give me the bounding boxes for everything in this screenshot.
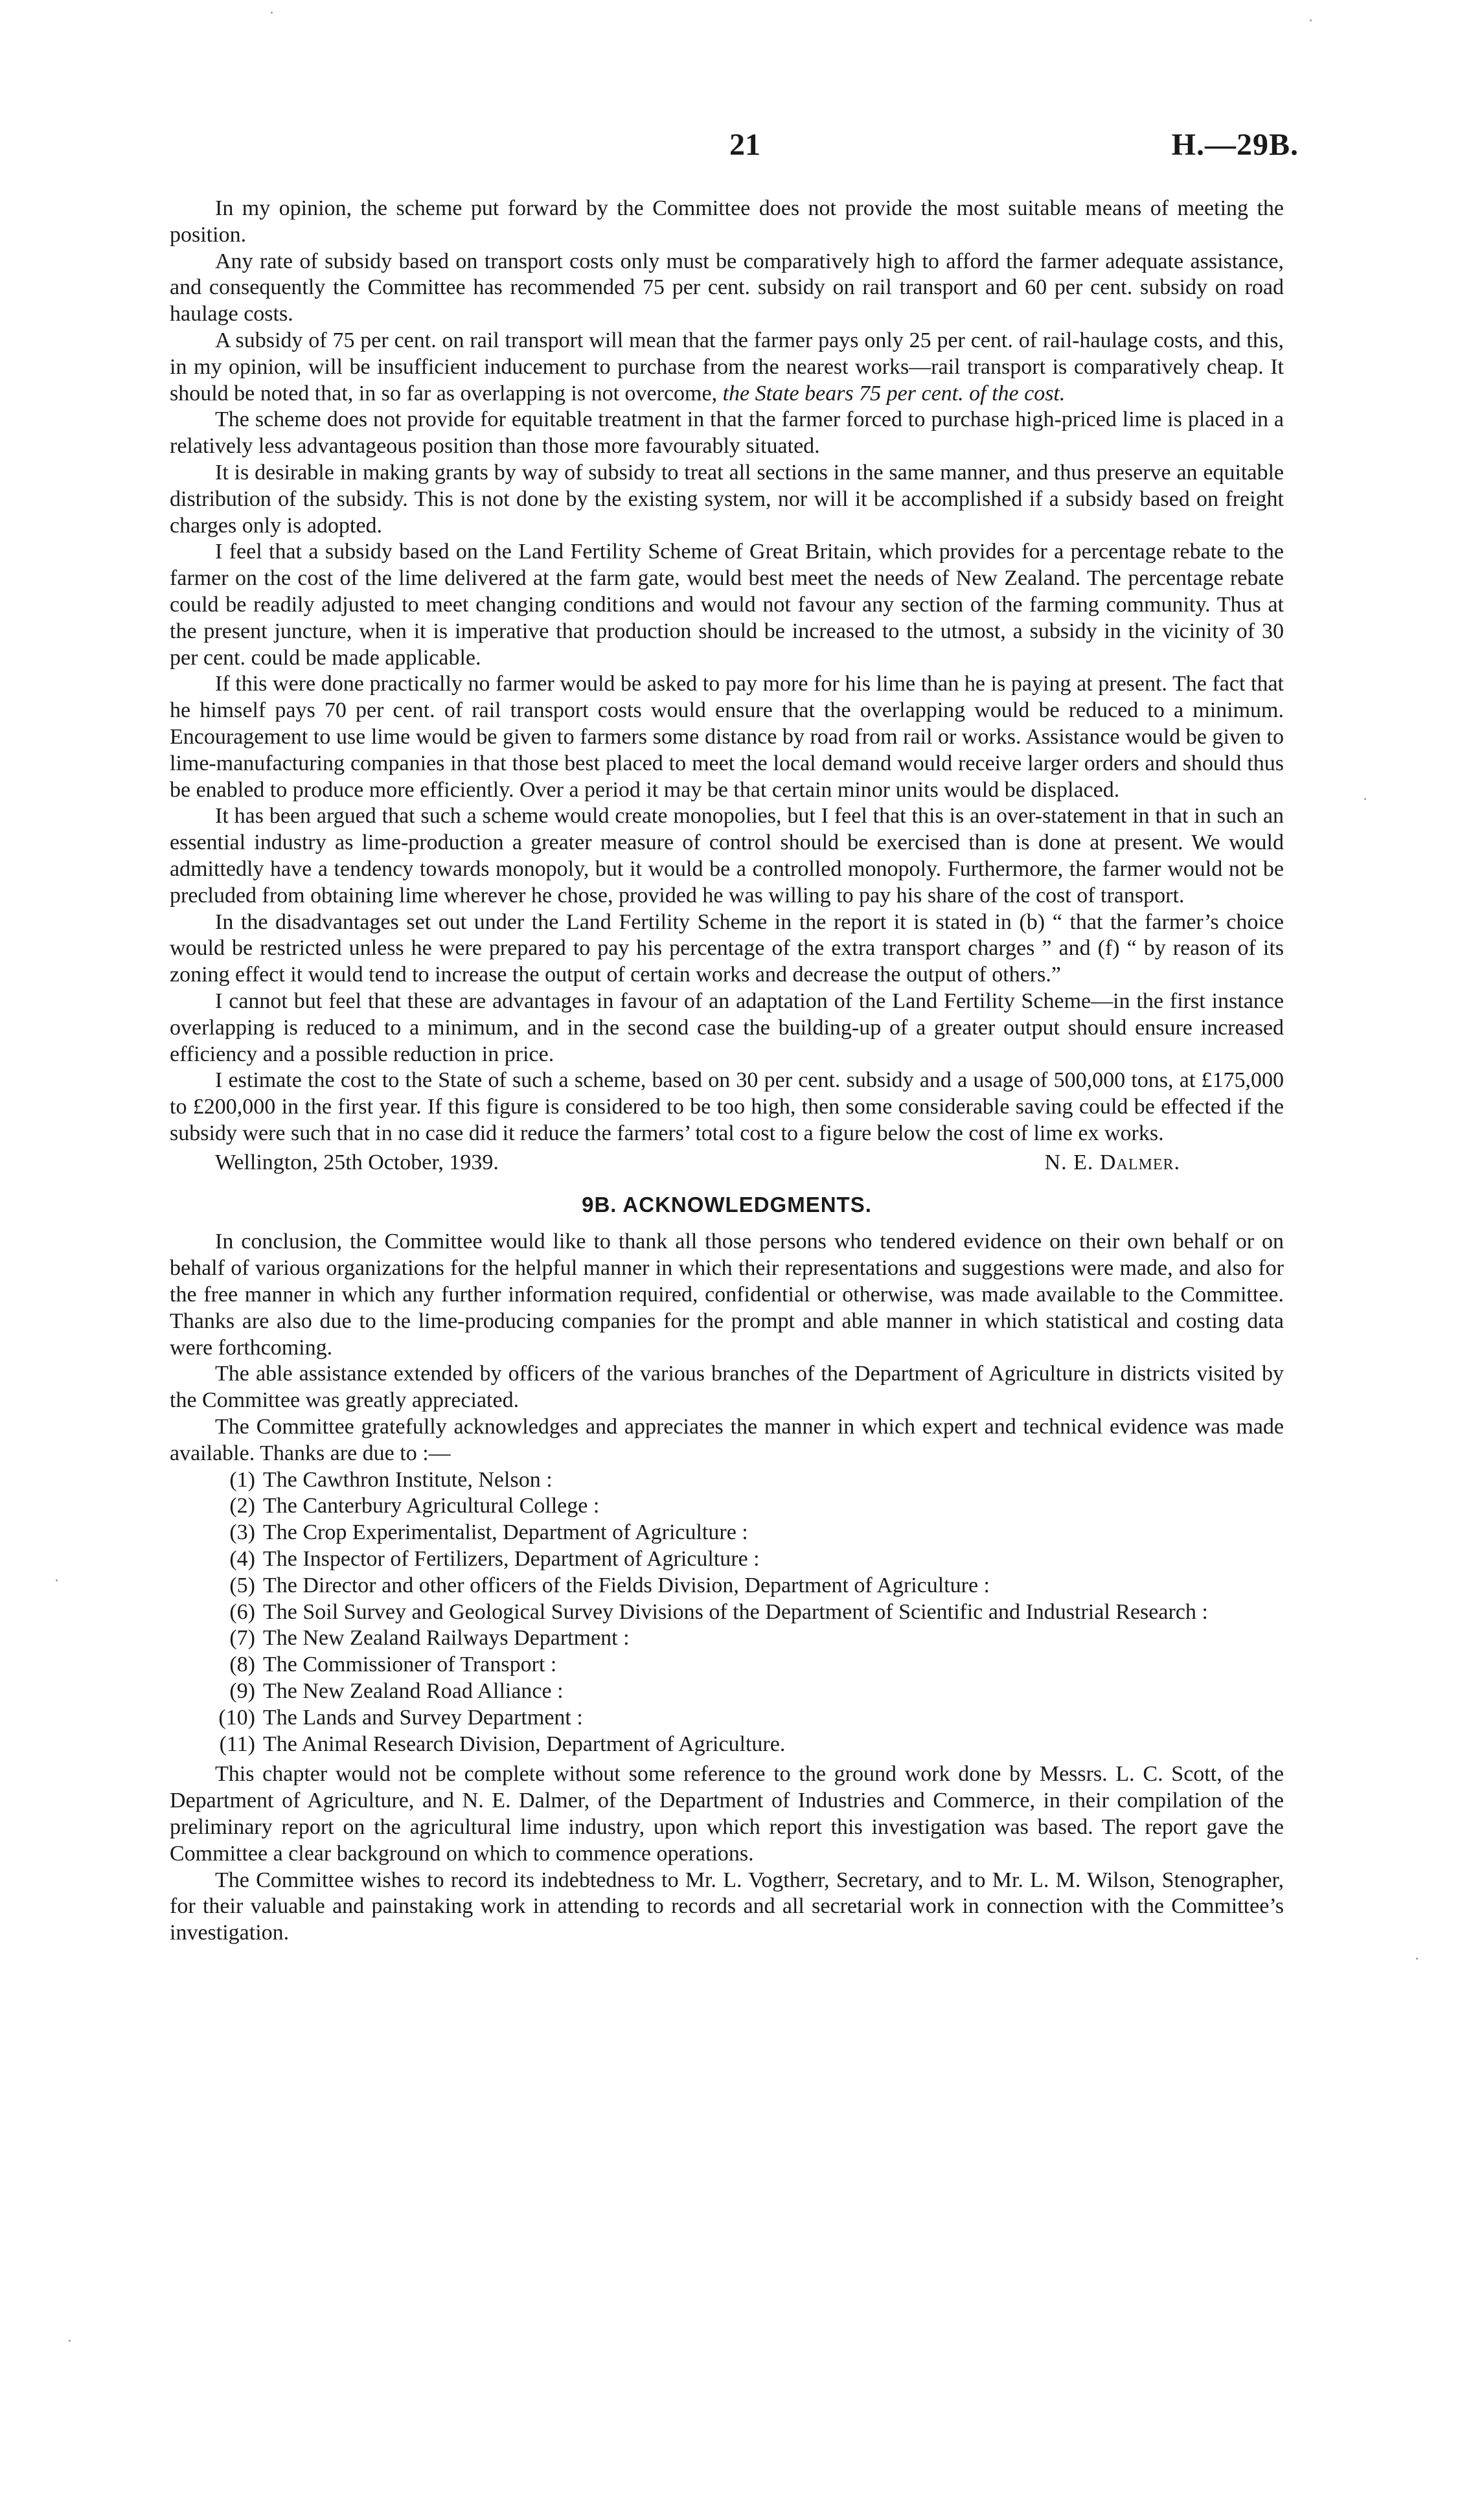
- italic-clause: the State bears 75 per cent. of the cost.: [722, 381, 1066, 406]
- list-item-text: The Lands and Survey Department :: [263, 1705, 583, 1730]
- document-code: H.—29B.: [1171, 128, 1299, 162]
- paragraph: In the disadvantages set out under the Land Fertility Scheme in the report it is stated in (b) “ that the farmer’s choice would be restricted unless he were prepared to pay his percentage of the extra transport charges ” and (f) “ by reason of its zoning effect it would tend to increase the output of certain works and decrease the output of others.”: [170, 910, 1284, 987]
- paragraph: In conclusion, the Committee would like to thank all those persons who tendered evidence on their own behalf or on behalf of various organizations for the helpful manner in which their representations and suggestions were made, and also for the free manner in which any further information required, confidential or otherwise, was made available to the Committee. Thanks are also due to the lime-producing companies for the prompt and able manner in which statistical and costing data were forthcoming.: [170, 1230, 1284, 1360]
- paragraph: In my opinion, the scheme put forward by the Committee does not provide the most suitable means of meeting the position.: [170, 196, 1284, 247]
- signature-place-date: Wellington, 25th October, 1939.: [215, 1150, 499, 1174]
- signature-name: N. E. Dalmer.: [1044, 1150, 1180, 1174]
- list-item-text: The Soil Survey and Geological Survey Divisions of the Department of Scientific and Industrial Research :: [263, 1599, 1208, 1624]
- list-item-text: The Cawthron Institute, Nelson :: [263, 1467, 553, 1492]
- scan-speck: [1416, 1958, 1418, 1960]
- list-item: [170, 1520, 1284, 1546]
- paragraph: I feel that a subsidy based on the Land Fertility Scheme of Great Britain, which provides for a percentage rebate to the farmer on the cost of the lime delivered at the farm gate, would best meet the needs of New Zealand. The percentage rebate could be readily adjusted to meet changing conditions and would not favour any section of the farming community. Thus at the present juncture, when it is imperative that production should be increased to the utmost, a subsidy in the vicinity of 30 per cent. could be made applicable.: [170, 540, 1284, 670]
- list-item: [170, 1546, 1284, 1573]
- list-item-number: (8): [229, 1653, 255, 1677]
- scan-speck: [1310, 19, 1312, 21]
- scan-speck: [56, 1579, 58, 1581]
- acknowledgment-list: [170, 1467, 1284, 1758]
- list-item: [170, 1705, 1284, 1732]
- list-item-number: (4): [229, 1547, 255, 1572]
- list-item-text: The Canterbury Agricultural College :: [263, 1494, 600, 1518]
- paragraph-text: A subsidy of 75 per cent. on rail transport will mean that the farmer pays only 25 per cent. of rail-haulage costs, and this, in my opinion, will be insufficient inducement to purchase from the nearest works—rail transport is comparatively cheap. It should be noted that, in so far as overlapping is not overcome,: [170, 328, 1284, 406]
- list-item-number: (5): [229, 1573, 255, 1597]
- list-item: [170, 1625, 1284, 1652]
- list-item: [170, 1678, 1284, 1705]
- list-item: [170, 1599, 1284, 1626]
- list-item-number: (9): [229, 1679, 255, 1704]
- paragraph: This chapter would not be complete without some reference to the ground work done by Messrs. L. C. Scott, of the Department of Agriculture, and N. E. Dalmer, of the Department of Industries and Commerce, in their compilation of the preliminary report on the agricultural lime industry, upon which report this investigation was based. The report gave the Committee a clear background on which to commence operations.: [170, 1762, 1284, 1866]
- list-item-text: The Director and other officers of the Fields Division, Department of Agriculture :: [263, 1573, 990, 1597]
- list-item-text: The Commissioner of Transport :: [263, 1653, 557, 1677]
- paragraph: The Committee wishes to record its indebtedness to Mr. L. Vogtherr, Secretary, and to Mr. L. M. Wilson, Stenographer, for their valuable and painstaking work in attending to records and all secretarial work in connection with the Committee’s investigation.: [170, 1868, 1284, 1945]
- list-item-number: (6): [229, 1599, 255, 1624]
- scan-speck: [1364, 798, 1366, 800]
- list-item-text: The Animal Research Division, Department of Agriculture.: [263, 1732, 786, 1756]
- page-number: 21: [729, 128, 760, 162]
- list-item: [170, 1652, 1284, 1678]
- list-item-text: The New Zealand Road Alliance :: [263, 1679, 564, 1704]
- list-item-number: (10): [218, 1705, 255, 1730]
- signature-line: [170, 1150, 1284, 1176]
- list-item: [170, 1467, 1284, 1494]
- list-item-number: (1): [229, 1467, 255, 1492]
- paragraph: The scheme does not provide for equitable treatment in that the farmer forced to purchase high-priced lime is placed in a relatively less advantageous position than those more favourably situated.: [170, 407, 1284, 459]
- paragraph: Any rate of subsidy based on transport costs only must be comparatively high to afford the farmer adequate assistance, and consequently the Committee has recommended 75 per cent. subsidy on rail transport and 60 per cent. subsidy on road haulage costs.: [170, 249, 1284, 326]
- document-body: [170, 196, 1284, 1947]
- scan-speck: [271, 12, 273, 14]
- list-item-number: (11): [219, 1732, 255, 1756]
- section-heading: 9B. ACKNOWLEDGMENTS.: [582, 1193, 872, 1217]
- list-item-text: The Crop Experimentalist, Department of Agriculture :: [263, 1520, 748, 1545]
- paragraph: If this were done practically no farmer would be asked to pay more for his lime than he is paying at present. The fact that he himself pays 70 per cent. of rail transport costs would ensure that the overlapping would be reduced to a minimum. Encouragement to use lime would be given to farmers some distance by road from rail or works. Assistance would be given to lime-manufacturing companies in that those best placed to meet the local demand would receive larger orders and should thus be enabled to produce more efficiently. Over a period it may be that certain minor units would be displaced.: [170, 672, 1284, 802]
- list-item-text: The New Zealand Railways Department :: [263, 1626, 630, 1651]
- paragraph: I cannot but feel that these are advantages in favour of an adaptation of the Land Fertility Scheme—in the first instance overlapping is reduced to a minimum, and in the second case the building-up of a greater output should ensure increased efficiency and a possible reduction in price.: [170, 989, 1284, 1066]
- scan-speck: [69, 2340, 71, 2342]
- list-item: [170, 1493, 1284, 1520]
- paragraph: The Committee gratefully acknowledges and appreciates the manner in which expert and technical evidence was made available. Thanks are due to :—: [170, 1415, 1284, 1465]
- paragraph: It is desirable in making grants by way of subsidy to treat all sections in the same manner, and thus preserve an equitable distribution of the subsidy. This is not done by the existing system, nor will it be accomplished if a subsidy based on freight charges only is adopted.: [170, 460, 1284, 538]
- list-item-text: The Inspector of Fertilizers, Department of Agriculture :: [263, 1547, 760, 1572]
- page-header: [0, 127, 1484, 172]
- paragraph: [170, 328, 1284, 407]
- list-item: [170, 1732, 1284, 1758]
- paragraph: I estimate the cost to the State of such a scheme, based on 30 per cent. subsidy and a usage of 500,000 tons, at £175,000 to £200,000 in the first year. If this figure is considered to be too high, then some considerable saving could be effected if the subsidy were such that in no case did it reduce the farmers’ total cost to a figure below the cost of lime ex works.: [170, 1068, 1284, 1145]
- list-item-number: (2): [229, 1494, 255, 1518]
- list-item-number: (7): [229, 1626, 255, 1651]
- list-item: [170, 1573, 1284, 1599]
- list-item-number: (3): [229, 1520, 255, 1545]
- paragraph: It has been argued that such a scheme would create monopolies, but I feel that this is an over-statement in that in such an essential industry as lime-production a greater measure of control should be exercised than is done at present. We would admittedly have a tendency towards monopoly, but it would be a controlled monopoly. Furthermore, the farmer would not be precluded from obtaining lime wherever he chose, provided he was willing to pay his share of the cost of transport.: [170, 804, 1284, 908]
- paragraph: The able assistance extended by officers of the various branches of the Department of Agriculture in districts visited by the Committee was greatly appreciated.: [170, 1362, 1284, 1413]
